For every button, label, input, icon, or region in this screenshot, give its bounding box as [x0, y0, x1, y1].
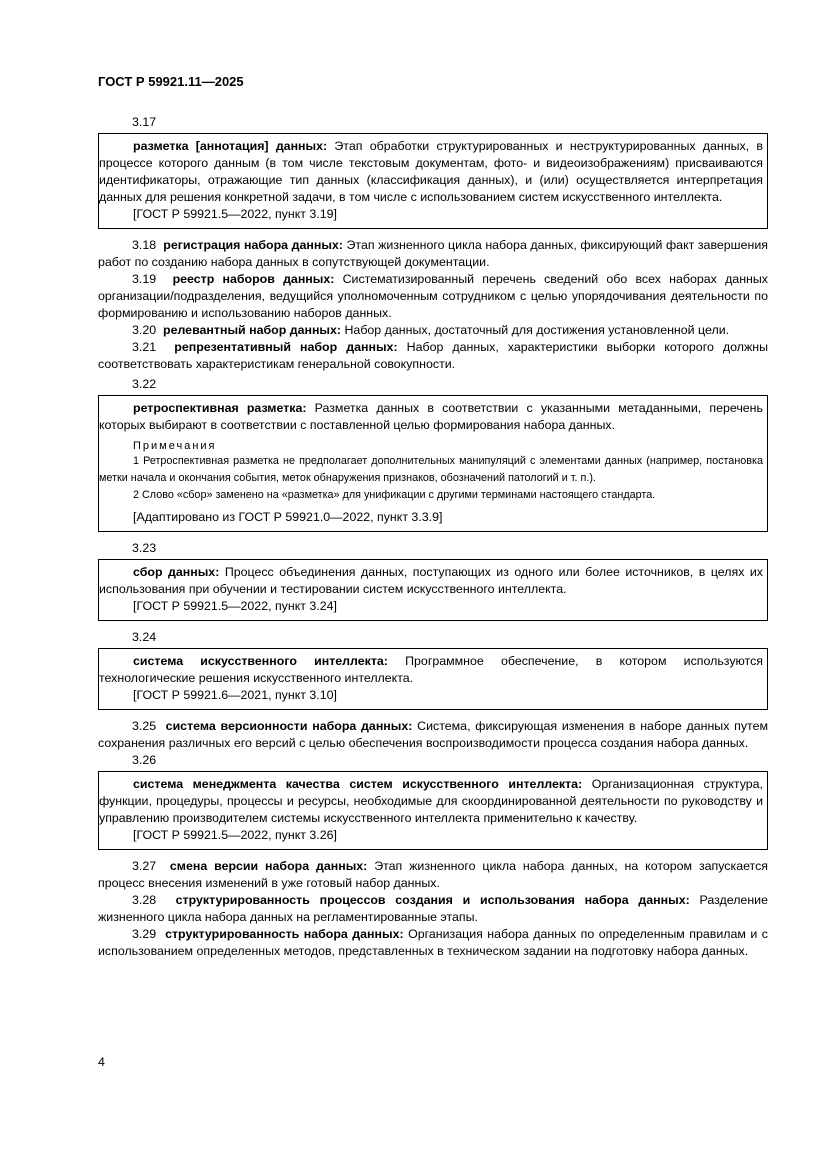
- term-name: система менеджмента качества систем искусственного интеллекта:: [133, 777, 583, 791]
- term-name: ретроспективная разметка:: [133, 401, 307, 415]
- term-entry-3-29: [98, 926, 768, 960]
- term-source: [ГОСТ Р 59921.5—2022, пункт 3.24]: [133, 599, 337, 613]
- term-name: релевантный набор данных:: [163, 323, 342, 337]
- term-entry-3-20: [98, 322, 768, 339]
- term-name: система версионности набора данных:: [165, 719, 413, 733]
- term-source: [ГОСТ Р 59921.5—2022, пункт 3.26]: [133, 828, 337, 842]
- term-name: структурированность процессов создания и использования набора данных:: [175, 893, 690, 907]
- term-name: регистрация набора данных:: [163, 238, 343, 252]
- term-entry-3-25: [98, 718, 768, 752]
- term-box-3-17: [98, 133, 768, 229]
- term-name: система искусственного интеллекта:: [133, 654, 388, 668]
- term-source: [ГОСТ Р 59921.6—2021, пункт 3.10]: [133, 688, 337, 702]
- term-text: Этап обработки структурированных и неструктурированных данных, в процессе которого данным (в том числе текстовым документам, фото- и видеоизображениям) присваиваются идентификаторы, отражающие тип данных (классификация данных), и (или) осуществляется интерпретация данных для решения конкретной задачи, в том числе с использованием систем искусственного интеллекта.: [99, 139, 763, 204]
- document-header: ГОСТ Р 59921.11—2025: [98, 74, 244, 89]
- term-text: Разметка данных в соответствии с указанными метаданными, перечень которых выбирают в соответствии с поставленной целью формирования набора данных.: [99, 401, 763, 432]
- term-box-3-22: [98, 395, 768, 532]
- term-entry-3-27: [98, 858, 768, 892]
- term-text: Этап жизненного цикла набора данных, на котором запускается процесс внесения изменений в уже готовый набор данных.: [98, 859, 769, 890]
- term-box-3-24: [98, 648, 768, 710]
- term-source: [Адаптировано из ГОСТ Р 59921.0—2022, пункт 3.3.9]: [133, 510, 443, 524]
- term-text: Этап жизненного цикла набора данных, фиксирующий факт завершения работ по созданию набора данных в сопутствующей документации.: [98, 238, 768, 269]
- term-definition: [99, 400, 767, 434]
- term-number: 3.25: [132, 719, 157, 733]
- term-definition: [99, 564, 767, 598]
- term-definition: [99, 653, 767, 687]
- term-number: 3.19: [132, 272, 157, 286]
- term-entry-3-19: [98, 271, 768, 322]
- term-number: 3.29: [132, 927, 157, 941]
- term-text: Организация набора данных по определенным правилам и с использованием определенных методов, представленных в техническом задании на подготовку набора данных.: [98, 927, 768, 958]
- term-definition: [99, 776, 767, 827]
- term-name: репрезентативный набор данных:: [174, 340, 398, 354]
- term-name: разметка [аннотация] данных:: [133, 139, 328, 153]
- notes-heading: Примечания: [133, 440, 217, 452]
- term-box-3-26: [98, 771, 768, 850]
- term-text: Процесс объединения данных, поступающих из одного или более источников, в целях их использования при обучении и тестировании систем искусственного интеллекта.: [99, 565, 763, 596]
- term-text: Программное обеспечение, в котором используются технологические решения искусственного интеллекта.: [99, 654, 764, 685]
- term-number: 3.27: [132, 859, 157, 873]
- page-number: 4: [98, 1055, 105, 1069]
- term-name: структурированность набора данных:: [165, 927, 404, 941]
- term-definition: [99, 138, 767, 206]
- term-number: 3.23: [132, 541, 157, 555]
- term-number: 3.20: [132, 323, 157, 337]
- note-2: 2 Слово «сбор» заменено на «разметка» для унификации с другими терминами настоящего стандарта.: [133, 489, 656, 501]
- term-source: [ГОСТ Р 59921.5—2022, пункт 3.19]: [133, 207, 337, 221]
- term-text: Система, фиксирующая изменения в наборе данных путем сохранения различных его версий с целью обеспечения воспроизводимости процесса создания набора данных.: [98, 719, 769, 750]
- term-number: 3.28: [132, 893, 157, 907]
- term-box-3-23: [98, 559, 768, 621]
- term-name: сбор данных:: [133, 565, 220, 579]
- term-entry-3-28: [98, 892, 768, 926]
- term-text: Набор данных, достаточный для достижения установленной цели.: [344, 323, 730, 337]
- term-text: Систематизированный перечень сведений обо всех наборах данных организации/подразделения, ведущийся уполномоченным сотрудником с целью упорядочивания деятельности по формированию и использованию наборов данных.: [98, 272, 768, 320]
- term-text: Набор данных, характеристики выборки которого должны соответствовать характеристикам генеральной совокупности.: [98, 340, 769, 371]
- term-number: 3.24: [132, 630, 157, 644]
- term-number: 3.21: [132, 340, 157, 354]
- term-entry-3-21: [98, 339, 768, 373]
- term-number: 3.22: [132, 377, 157, 391]
- term-number: 3.26: [132, 753, 157, 767]
- document-body: [98, 114, 768, 960]
- term-entry-3-18: [98, 237, 768, 271]
- term-name: реестр наборов данных:: [172, 272, 335, 286]
- term-text: Организационная структура, функции, процедуры, процессы и ресурсы, необходимые для скоординированной деятельности по руководству и управлению производителем системы искусственного интеллекта применительно к качеству.: [99, 777, 763, 825]
- term-name: смена версии набора данных:: [169, 859, 368, 873]
- term-number: 3.18: [132, 238, 157, 252]
- term-text: Разделение жизненного цикла набора данных на регламентированные этапы.: [98, 893, 768, 924]
- term-number: 3.17: [132, 115, 157, 129]
- note-1: 1 Ретроспективная разметка не предполагает дополнительных манипуляций с элементами данных (например, постановка метки начала и окончания события, меток обнаружения признаков, обозначений патологий и т. п.).: [99, 455, 763, 484]
